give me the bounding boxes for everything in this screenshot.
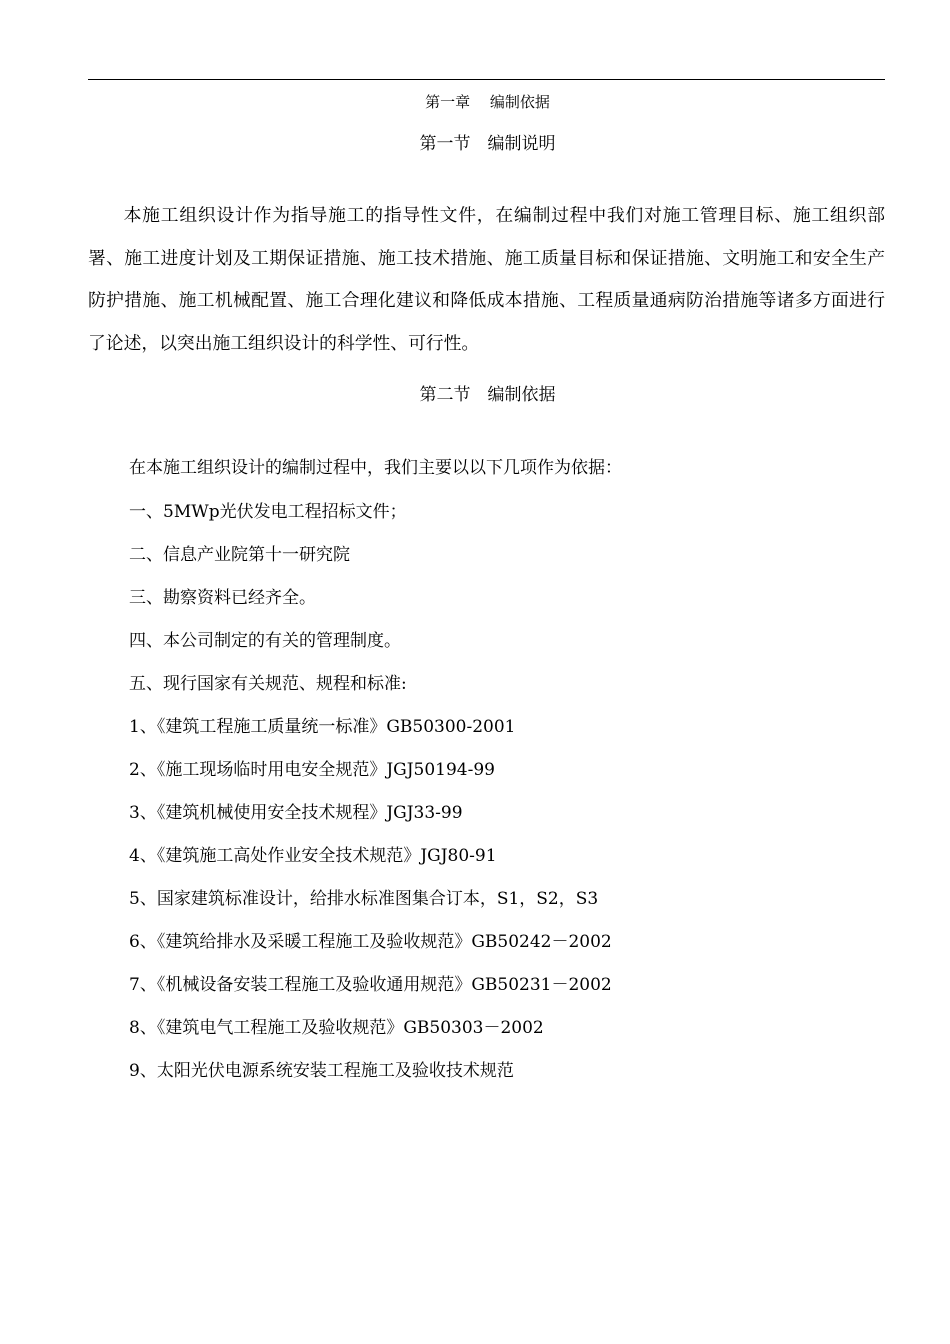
standard-item: 7、《机械设备安装工程施工及验收通用规范》GB50231－2002 — [129, 975, 612, 995]
basis-item: 五、现行国家有关规范、规程和标准: — [129, 674, 407, 694]
standard-item: 1、《建筑工程施工质量统一标准》GB50300-2001 — [129, 717, 516, 737]
section-title-basis: 第二节 编制依据 — [419, 385, 556, 405]
basis-item: 三、勘察资料已经齐全。 — [129, 588, 316, 608]
header-rule — [88, 79, 885, 80]
standard-item: 4、《建筑施工高处作业安全技术规范》JGJ80-91 — [129, 846, 497, 866]
basis-item: 一、5MWp光伏发电工程招标文件； — [129, 502, 407, 522]
standard-item: 8、《建筑电气工程施工及验收规范》GB50303－2002 — [129, 1018, 544, 1038]
standard-item: 2、《施工现场临时用电安全规范》JGJ50194-99 — [129, 760, 495, 780]
standard-item: 5、国家建筑标准设计，给排水标准图集合订本，S1，S2，S3 — [129, 889, 599, 909]
explanation-paragraph: 本施工组织设计作为指导施工的指导性文件，在编制过程中我们对施工管理目标、施工组织部署、施工进度计划及工期保证措施、施工技术措施、施工质量目标和保证措施、文明施工和安全生产防护措施、施工机械配置、施工合理化建议和降低成本措施、工程质量通病防治措施等诸多方面进行了论述，以突出施工组织设计的科学性、可行性。 — [88, 205, 885, 354]
standard-item: 6、《建筑给排水及采暖工程施工及验收规范》GB50242－2002 — [129, 932, 612, 952]
chapter-title: 第一章 编制依据 — [425, 93, 550, 111]
section-title-explanation: 第一节 编制说明 — [419, 134, 556, 154]
basis-item: 四、本公司制定的有关的管理制度。 — [129, 631, 401, 651]
standard-item: 9、太阳光伏电源系统安装工程施工及验收技术规范 — [129, 1061, 514, 1081]
basis-item: 二、信息产业院第十一研究院 — [129, 545, 350, 565]
standard-item: 3、《建筑机械使用安全技术规程》JGJ33-99 — [129, 803, 463, 823]
basis-intro: 在本施工组织设计的编制过程中，我们主要以以下几项作为依据： — [129, 458, 622, 478]
